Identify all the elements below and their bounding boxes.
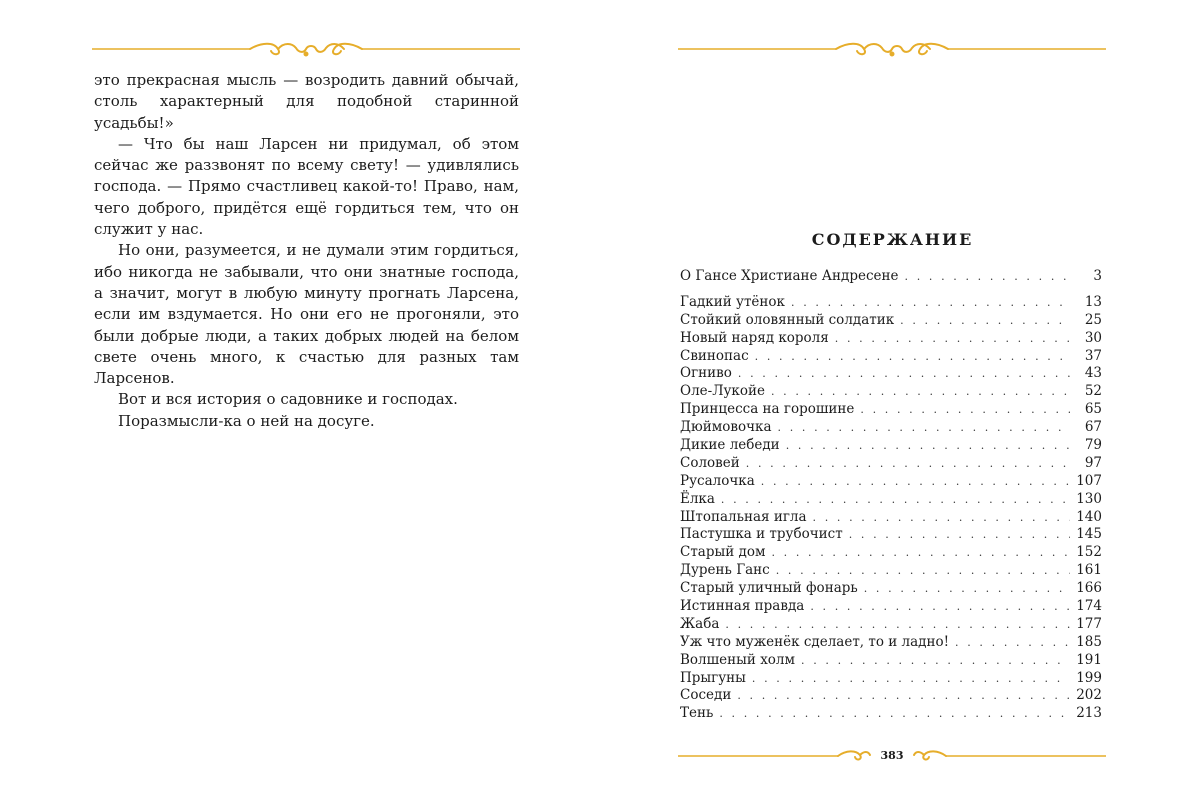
paragraph: Поразмысли-ка о ней на досуге. bbox=[118, 411, 375, 430]
dot-leader bbox=[813, 509, 1070, 527]
dot-leader bbox=[721, 491, 1070, 509]
dot-leader bbox=[801, 652, 1070, 670]
toc-entry-page: 152 bbox=[1076, 544, 1102, 561]
toc-entry[interactable] bbox=[680, 268, 1102, 286]
toc-entry[interactable] bbox=[680, 562, 1102, 580]
toc-entry[interactable] bbox=[680, 616, 1102, 634]
toc-entry[interactable] bbox=[680, 312, 1102, 330]
toc-entry[interactable] bbox=[680, 330, 1102, 348]
toc-entry-page: 199 bbox=[1076, 669, 1102, 686]
dot-leader bbox=[746, 455, 1070, 473]
toc-entry[interactable] bbox=[680, 670, 1102, 688]
toc-entry[interactable] bbox=[680, 401, 1102, 419]
toc-entry[interactable] bbox=[680, 634, 1102, 652]
toc-entry-page: 166 bbox=[1076, 580, 1102, 597]
toc-entry[interactable] bbox=[680, 687, 1102, 705]
toc-entry-page: 213 bbox=[1076, 705, 1102, 722]
paragraph: это прекрасная мысль — возродить давний обычай, столь характерный для подобной старинной усадьбы!» bbox=[94, 71, 519, 132]
toc-entry-page: 191 bbox=[1076, 651, 1102, 668]
ornament-flourish-icon bbox=[678, 38, 1106, 60]
table-of-contents bbox=[680, 268, 1102, 723]
toc-entry[interactable] bbox=[680, 580, 1102, 598]
toc-entry-title: Жаба bbox=[680, 615, 720, 632]
toc-entry[interactable] bbox=[680, 491, 1102, 509]
dot-leader bbox=[864, 580, 1070, 598]
dot-leader bbox=[786, 437, 1070, 455]
toc-entry-page: 140 bbox=[1076, 508, 1102, 525]
toc-entry-page: 174 bbox=[1076, 598, 1102, 615]
page-number: 383 bbox=[872, 749, 912, 762]
toc-entry-title: Принцесса на горошине bbox=[680, 401, 855, 418]
toc-entry[interactable] bbox=[680, 509, 1102, 527]
toc-entry[interactable] bbox=[680, 383, 1102, 401]
toc-entry-title: О Гансе Христиане Андресене bbox=[680, 268, 899, 284]
toc-entry[interactable] bbox=[680, 473, 1102, 491]
toc-entry[interactable] bbox=[680, 544, 1102, 562]
toc-entry-title: Гадкий утёнок bbox=[680, 293, 785, 310]
ornament-flourish-icon bbox=[92, 38, 520, 60]
toc-entry-title: Соседи bbox=[680, 687, 732, 704]
dot-leader bbox=[771, 544, 1070, 562]
toc-entry-page: 202 bbox=[1076, 687, 1102, 704]
toc-entry-title: Дюймовочка bbox=[680, 419, 772, 436]
dot-leader bbox=[761, 473, 1070, 491]
toc-title: СОДЕРЖАНИЕ bbox=[811, 230, 974, 249]
toc-entry-title: Штопальная игла bbox=[680, 508, 807, 525]
toc-entry-page: 65 bbox=[1084, 401, 1102, 418]
dot-leader bbox=[905, 268, 1071, 286]
dot-leader bbox=[791, 294, 1070, 312]
toc-entry-page: 161 bbox=[1076, 562, 1102, 579]
toc-entry[interactable] bbox=[680, 652, 1102, 670]
toc-entry-page: 52 bbox=[1084, 383, 1102, 400]
ornament-top-right bbox=[678, 38, 1106, 60]
toc-entry[interactable] bbox=[680, 294, 1102, 312]
toc-entry-page: 37 bbox=[1084, 347, 1102, 364]
dot-leader bbox=[725, 616, 1070, 634]
toc-entry[interactable] bbox=[680, 705, 1102, 723]
toc-entry-page: 185 bbox=[1076, 633, 1102, 650]
toc-entry-page: 107 bbox=[1076, 472, 1102, 489]
story-text bbox=[94, 70, 519, 432]
toc-entry-page: 79 bbox=[1084, 437, 1102, 454]
toc-entry-title: Огниво bbox=[680, 365, 732, 382]
toc-entry-page: 130 bbox=[1076, 490, 1102, 507]
toc-entry-title: Стойкий оловянный солдатик bbox=[680, 311, 895, 328]
paragraph: Но они, разумеется, и не думали этим гордиться, ибо никогда не забывали, что они знатные господа, а значит, могут в любую минуту прогнать Ларсена, если им вздумается. Но они его не прогоняли, это были добрые люди, а таких добрых людей на белом свете очень много, к счастью для разных там Ларсенов. bbox=[94, 241, 519, 388]
toc-entry-title: Тень bbox=[680, 705, 714, 722]
toc-entry-page: 43 bbox=[1084, 365, 1102, 382]
dot-leader bbox=[737, 687, 1070, 705]
paragraph: — Что бы наш Ларсен ни придумал, об этом сейчас же раззвонят по всему свету! — удивлялись господа. — Прямо счастливец какой-то! Право, нам, чего доброго, придётся ещё гордиться тем, что он служит у нас. bbox=[94, 134, 519, 239]
toc-entry-title: Прыгуны bbox=[680, 669, 746, 686]
toc-entry[interactable] bbox=[680, 526, 1102, 544]
dot-leader bbox=[849, 526, 1070, 544]
toc-entry[interactable] bbox=[680, 455, 1102, 473]
toc-entry[interactable] bbox=[680, 598, 1102, 616]
toc-entry-title: Пастушка и трубочист bbox=[680, 526, 843, 543]
dot-leader bbox=[835, 330, 1070, 348]
paragraph: Вот и вся история о садовнике и господах. bbox=[118, 390, 458, 409]
toc-entry-page: 25 bbox=[1084, 311, 1102, 328]
toc-entry-title: Оле-Лукойе bbox=[680, 383, 765, 400]
dot-leader bbox=[719, 705, 1070, 723]
toc-entry-page: 30 bbox=[1084, 329, 1102, 346]
toc-entry-page: 145 bbox=[1076, 526, 1102, 543]
toc-entry-title: Старый дом bbox=[680, 544, 766, 561]
right-page bbox=[600, 0, 1200, 811]
toc-entry-title: Русалочка bbox=[680, 472, 755, 489]
toc-entry[interactable] bbox=[680, 419, 1102, 437]
toc-entry-page: 177 bbox=[1076, 615, 1102, 632]
toc-entry-title: Соловей bbox=[680, 454, 740, 471]
dot-leader bbox=[771, 383, 1070, 401]
toc-entry[interactable] bbox=[680, 348, 1102, 366]
dot-leader bbox=[755, 348, 1070, 366]
toc-entry-page: 3 bbox=[1093, 268, 1102, 284]
dot-leader bbox=[776, 562, 1070, 580]
dot-leader bbox=[778, 419, 1071, 437]
toc-entry[interactable] bbox=[680, 437, 1102, 455]
dot-leader bbox=[752, 670, 1070, 688]
toc-entry-title: Новый наряд короля bbox=[680, 329, 829, 346]
toc-entry[interactable] bbox=[680, 365, 1102, 383]
dot-leader bbox=[900, 312, 1070, 330]
ornament-top-left bbox=[92, 38, 520, 60]
dot-leader bbox=[955, 634, 1070, 652]
toc-entry-title: Дурень Ганс bbox=[680, 562, 770, 579]
toc-entry-title: Свинопас bbox=[680, 347, 749, 364]
toc-entry-title: Дикие лебеди bbox=[680, 437, 780, 454]
toc-entry-title: Уж что муженёк сделает, то и ладно! bbox=[680, 633, 950, 650]
toc-entry-page: 97 bbox=[1084, 454, 1102, 471]
toc-entry-title: Волшеный холм bbox=[680, 651, 796, 668]
toc-entry-title: Ёлка bbox=[680, 490, 715, 507]
dot-leader bbox=[860, 401, 1070, 419]
toc-entry-title: Старый уличный фонарь bbox=[680, 580, 858, 597]
toc-entry-page: 13 bbox=[1084, 293, 1102, 310]
toc-entry-page: 67 bbox=[1084, 419, 1102, 436]
toc-entry-title: Истинная правда bbox=[680, 598, 805, 615]
dot-leader bbox=[738, 365, 1070, 383]
dot-leader bbox=[810, 598, 1070, 616]
